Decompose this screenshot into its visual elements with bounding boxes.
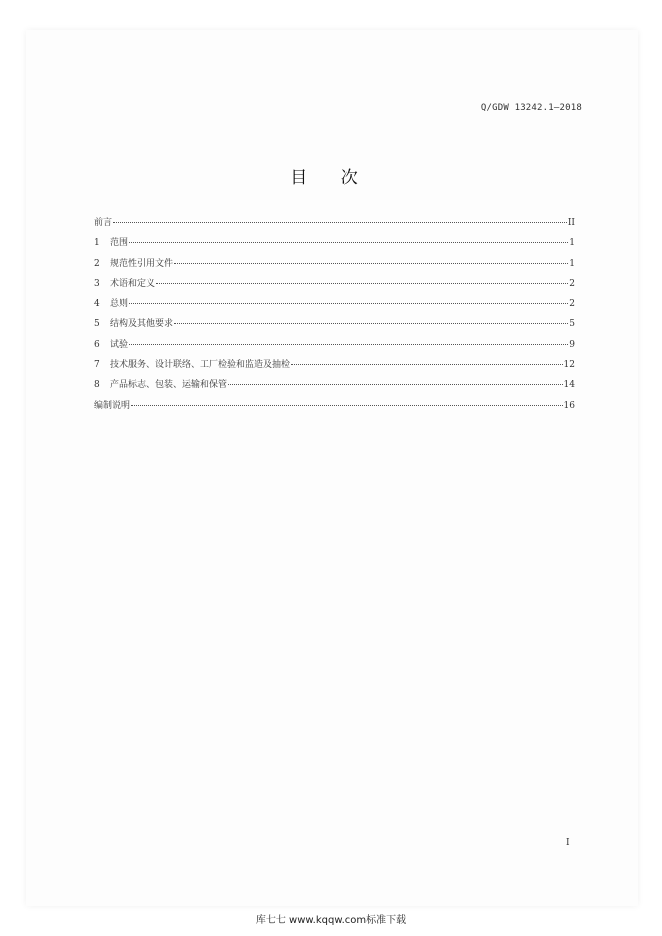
- toc-entry-page: II: [567, 218, 575, 228]
- toc-title: 目 次: [290, 168, 372, 188]
- table-of-contents: [94, 215, 575, 418]
- toc-entry-title: 前言: [94, 218, 113, 228]
- toc-entry-compilation-notes[interactable]: [94, 398, 575, 418]
- toc-entry-number: 3: [94, 278, 100, 289]
- toc-entry-number: 2: [94, 258, 100, 269]
- toc-entry-number: 6: [94, 339, 100, 350]
- toc-entry-title: 产品标志、包装、运输和保管: [110, 380, 228, 391]
- toc-entry-title: 结构及其他要求: [110, 319, 174, 330]
- toc-entry-number: 7: [94, 360, 100, 371]
- toc-entry-general[interactable]: [94, 296, 575, 316]
- footer-source-text: 库七七 www.kqqw.com标准下载: [255, 915, 407, 926]
- toc-entry-foreword[interactable]: [94, 215, 575, 235]
- toc-entry-page: 1: [569, 238, 575, 249]
- toc-entry-title: 范围: [110, 238, 129, 249]
- toc-entry-page: 5: [569, 319, 575, 330]
- toc-entry-number: 8: [94, 380, 100, 391]
- toc-entry-number: 4: [94, 299, 100, 310]
- toc-leader-dots: [291, 364, 563, 365]
- toc-entry-page: 9: [569, 339, 575, 350]
- document-code: Q/GDW 13242.1—2018: [480, 103, 582, 113]
- toc-entry-page: 12: [563, 360, 575, 371]
- toc-leader-dots: [174, 263, 568, 264]
- toc-entry-title: 规范性引用文件: [110, 258, 174, 269]
- toc-entry-title: 技术服务、设计联络、工厂检验和监造及抽检: [110, 360, 291, 371]
- toc-leader-dots: [129, 242, 568, 243]
- toc-entry-structure-requirements[interactable]: [94, 316, 575, 336]
- toc-entry-page: 1: [569, 258, 575, 269]
- toc-entry-page: 2: [569, 299, 575, 310]
- toc-entry-marking-packaging[interactable]: [94, 377, 575, 397]
- toc-entry-title: 编制说明: [94, 400, 131, 411]
- document-page: [26, 30, 638, 906]
- toc-leader-dots: [129, 303, 568, 304]
- toc-entry-number: 5: [94, 319, 100, 330]
- toc-leader-dots: [174, 323, 568, 324]
- toc-entry-title: 术语和定义: [110, 278, 156, 289]
- toc-entry-technical-services[interactable]: [94, 357, 575, 377]
- toc-entry-page: 2: [569, 278, 575, 289]
- toc-leader-dots: [129, 344, 568, 345]
- toc-entry-page: 14: [563, 380, 575, 391]
- toc-entry-normative-references[interactable]: [94, 256, 575, 276]
- toc-entry-terms-definitions[interactable]: [94, 276, 575, 296]
- page-number: I: [566, 838, 570, 848]
- toc-entry-page: 16: [563, 400, 575, 411]
- toc-entry-scope[interactable]: [94, 235, 575, 255]
- toc-entry-title: 试验: [110, 339, 129, 350]
- toc-leader-dots: [228, 384, 563, 385]
- toc-leader-dots: [131, 405, 563, 406]
- toc-entry-title: 总则: [110, 299, 129, 310]
- toc-leader-dots: [113, 222, 567, 223]
- toc-entry-tests[interactable]: [94, 337, 575, 357]
- toc-leader-dots: [156, 283, 568, 284]
- toc-entry-number: 1: [94, 238, 100, 249]
